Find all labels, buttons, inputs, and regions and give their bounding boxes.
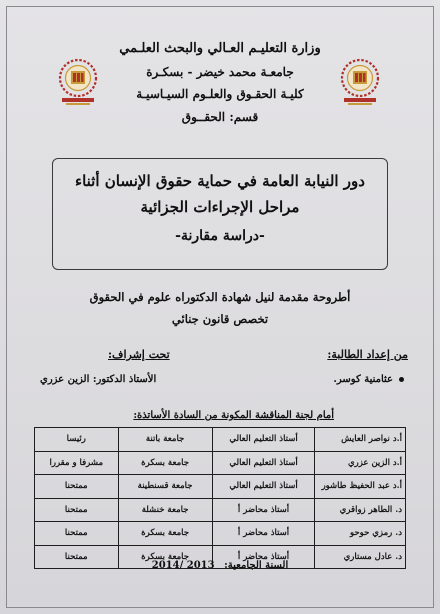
thesis-title-line-1: دور النيابة العامة في حماية حقوق الإنسان أثناء (75, 172, 365, 190)
jury-member-role: رئيسا (35, 428, 119, 452)
jury-member-name: أ.د نواصر العايش (315, 428, 406, 452)
jury-row (35, 522, 406, 546)
jury-member-rank: أستاذ التعليم العالي (212, 451, 315, 475)
student-name-line (333, 374, 404, 385)
jury-member-name: أ.د الزين عزري (315, 451, 406, 475)
jury-title: أمام لجنة المناقشة المكونة من السادة الأساتذة: (133, 410, 334, 421)
thesis-title-line-2: مراحل الإجراءات الجزائية (140, 198, 300, 216)
supervisor-label: تحت إشراف: (108, 348, 170, 361)
jury-member-university: جامعة خنشلة (118, 498, 212, 522)
academic-year (0, 560, 440, 571)
jury-member-rank: أستاذ التعليم العالي (212, 428, 315, 452)
jury-member-role: مشرفا و مقررا (35, 451, 119, 475)
student-label: من إعداد الطالبة: (327, 348, 408, 361)
jury-member-name: د. الطاهر زواقري (315, 498, 406, 522)
jury-member-rank: أستاذ التعليم العالي (212, 475, 315, 499)
jury-member-university: جامعة بسكرة (118, 522, 212, 546)
jury-member-name: أ.د عبد الحفيظ طاشور (315, 475, 406, 499)
jury-table (34, 427, 406, 569)
jury-member-role: ممتحنا (35, 498, 119, 522)
jury-member-role: ممتحنا (35, 522, 119, 546)
academic-year-label: السنة الجامعية: (224, 560, 289, 571)
jury-member-name: د. عادل مستاري (315, 545, 406, 569)
thesis-subtitle: -دراسة مقارنة- (175, 228, 265, 244)
thesis-description: أطروحة مقدمة لنيل شهادة الدكتوراه علوم في الحقوق (89, 290, 351, 304)
jury-row (35, 498, 406, 522)
jury-member-role: ممتحنا (35, 545, 119, 569)
university-name: جامعـة محمد خيضر - بسكـرة (146, 65, 294, 79)
jury-member-university: جامعة باتنة (118, 428, 212, 452)
jury-row (35, 451, 406, 475)
faculty-name: كليـة الحقـوق والعلـوم السيـاسيـة (136, 87, 304, 101)
student-name: عثامنية كوسر. (333, 374, 393, 385)
supervisor-name: الأستاذ الدكتور: الزين عزري (40, 374, 157, 385)
jury-member-rank: أستاذ محاضر أ (212, 522, 315, 546)
jury-row (35, 475, 406, 499)
specialization: تخصص قانون جنائي (171, 312, 269, 326)
jury-row (35, 428, 406, 452)
jury-member-rank: أستاذ محاضر أ (212, 498, 315, 522)
jury-member-university: جامعة قسنطينة (118, 475, 212, 499)
bullet-icon (399, 377, 404, 382)
department-name: قسم: الحقــوق (181, 110, 259, 124)
jury-member-university: جامعة بسكرة (118, 451, 212, 475)
jury-member-rank: أستاذ محاضر أ (212, 545, 315, 569)
jury-member-name: د. رمزي حوحو (315, 522, 406, 546)
jury-member-university: جامعة بسكرة (118, 545, 212, 569)
ministry-name: وزارة التعليـم العـالي والبحث العلـمي (119, 41, 321, 56)
jury-member-role: ممتحنا (35, 475, 119, 499)
academic-year-value: 2013 /2014 (151, 560, 215, 571)
